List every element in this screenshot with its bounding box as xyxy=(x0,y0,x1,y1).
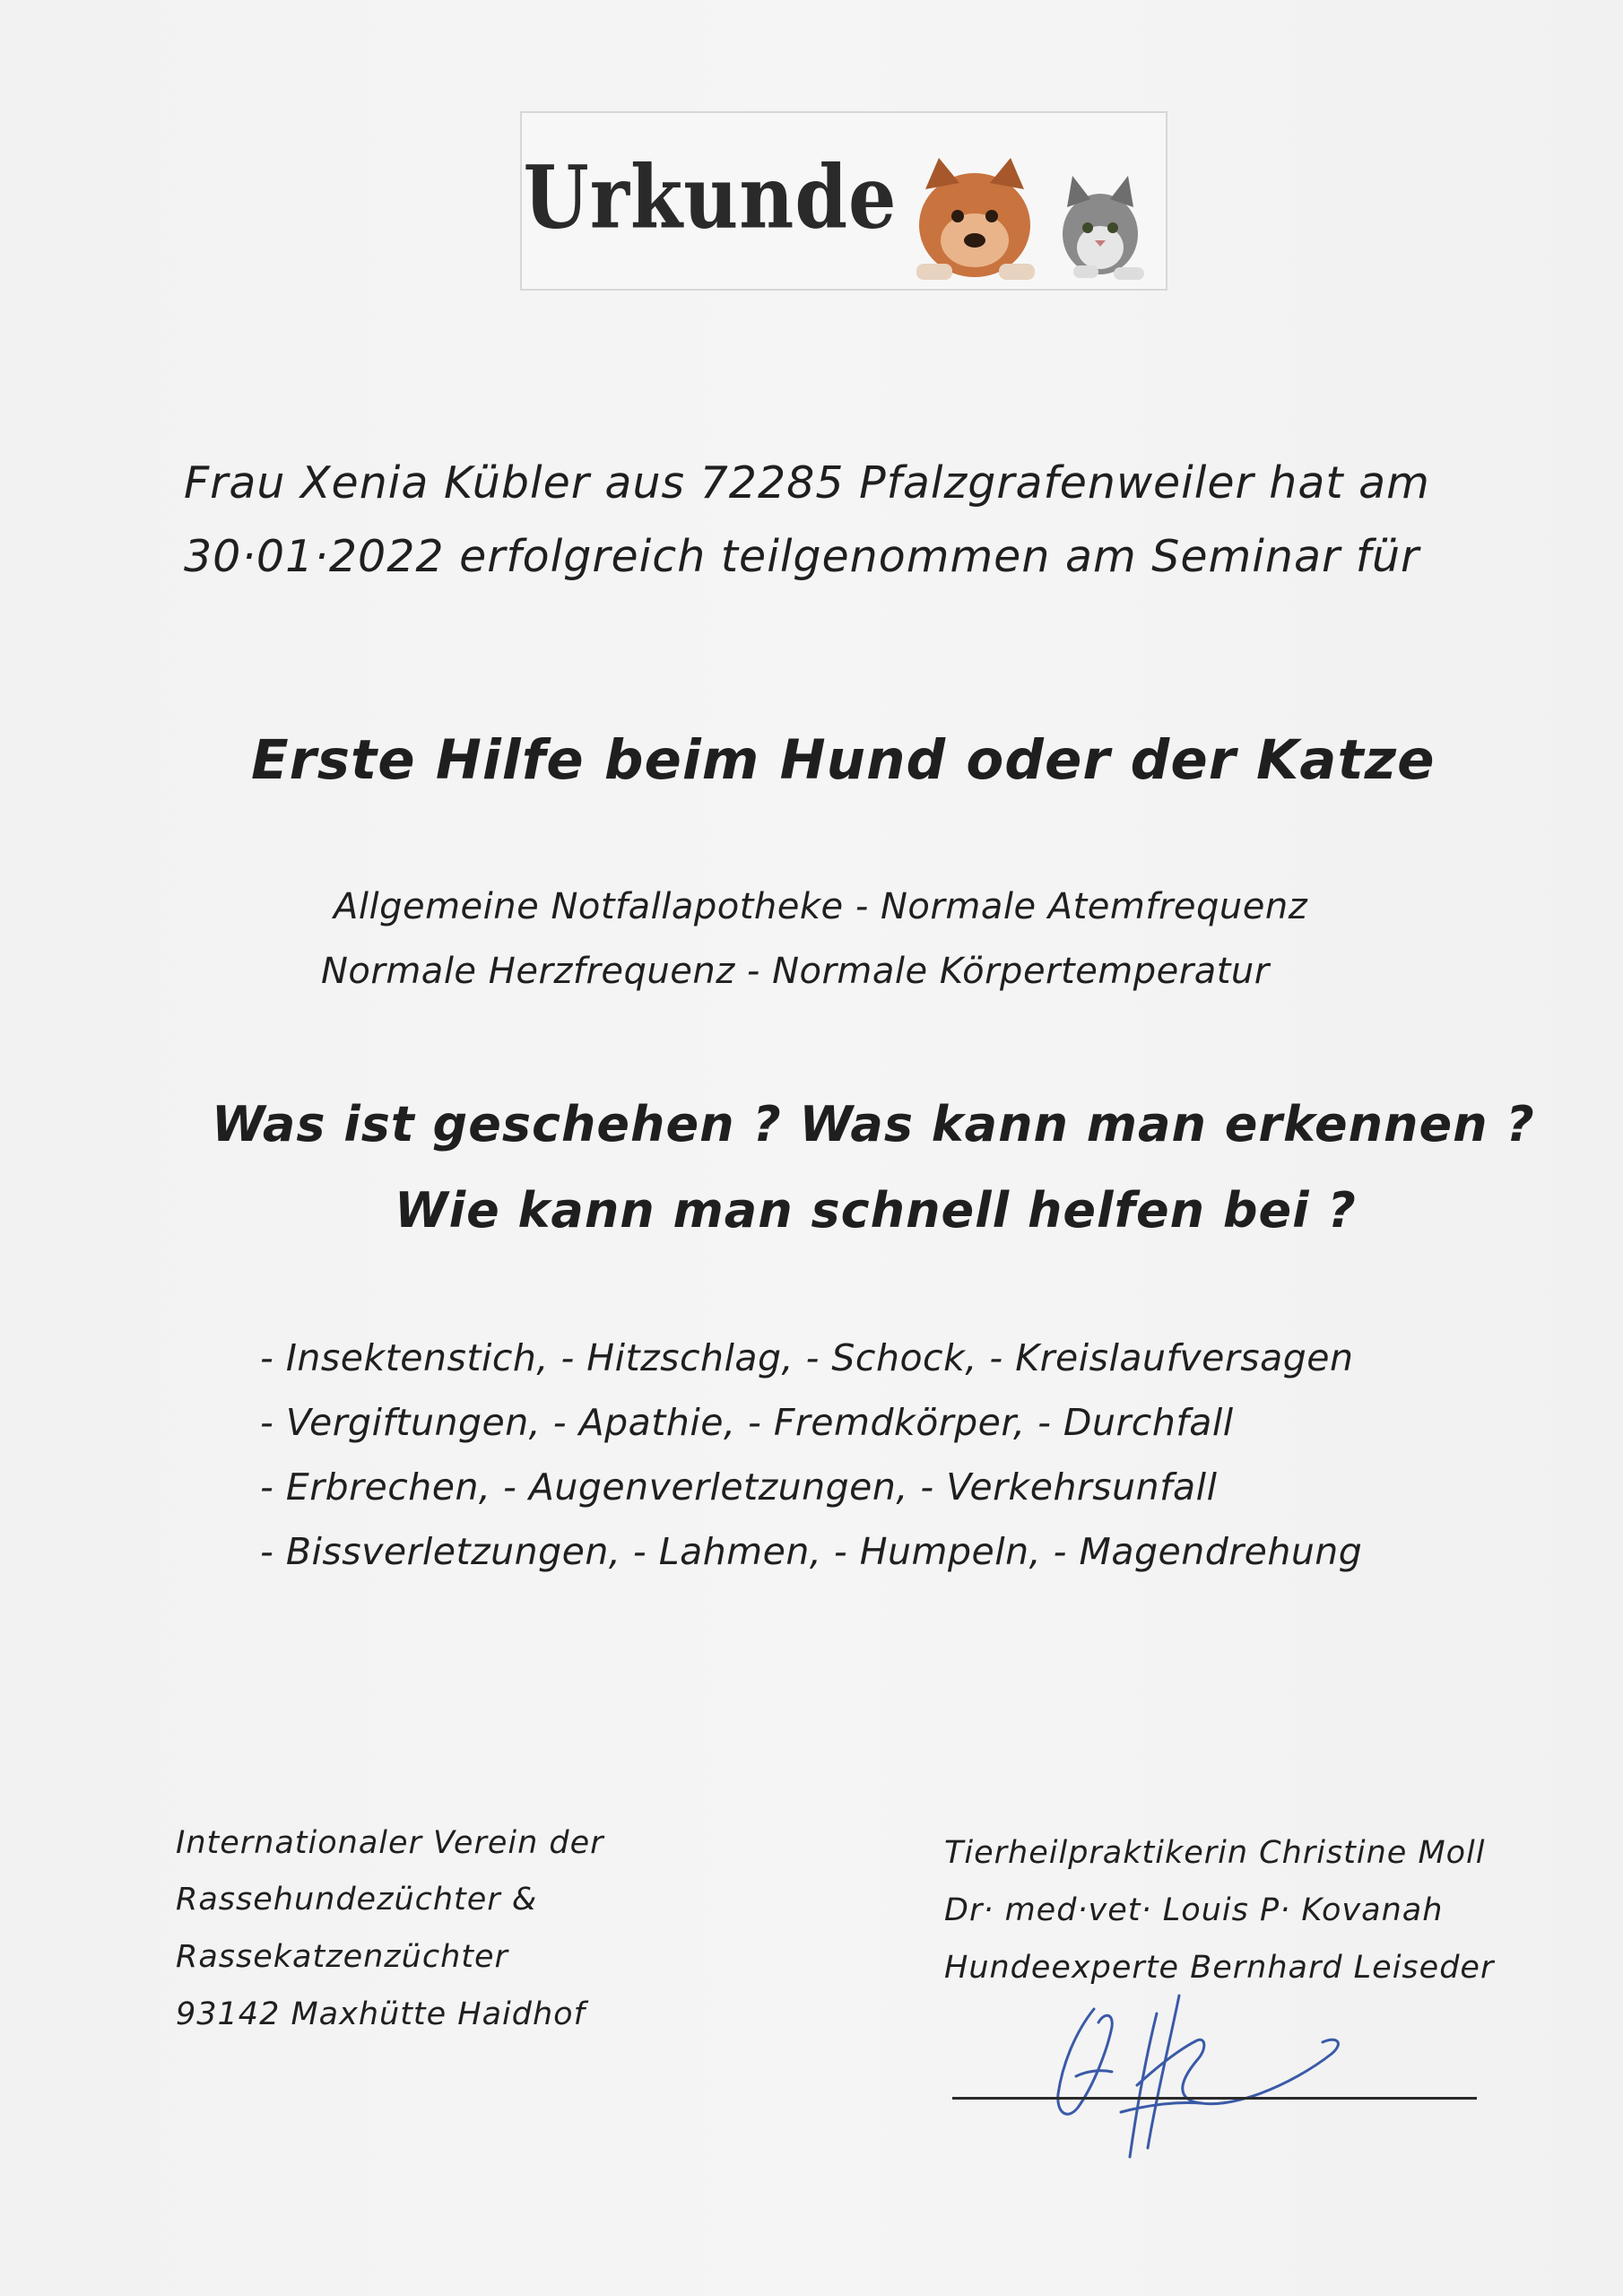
handwritten-signature xyxy=(1022,1987,1363,2166)
list-item: - Bissverletzungen, - Lahmen, - Humpeln, - Magendrehung xyxy=(260,1530,1363,1573)
dog-and-cat-illustration xyxy=(898,140,1159,283)
topic-line-2: Normale Herzfrequenz - Normale Körpertemperatur xyxy=(321,951,1270,992)
list-item: - Insektenstich, - Hitzschlag, - Schock, - Kreislaufversagen xyxy=(260,1336,1354,1379)
organization-line-2: Rassehundezüchter & xyxy=(176,1882,538,1918)
list-item: - Vergiftungen, - Apathie, - Fremdkörper, - Durchfall xyxy=(260,1401,1234,1444)
intro-line-1: Frau Xenia Kübler aus 72285 Pfalzgrafenweiler hat am xyxy=(184,457,1430,509)
organization-line-1: Internationaler Verein der xyxy=(176,1825,604,1861)
signatory-3: Hundeexperte Bernhard Leiseder xyxy=(944,1950,1495,1986)
topic-line-1: Allgemeine Notfallapotheke - Normale Atemfrequenz xyxy=(334,886,1308,927)
intro-line-2: 30·01·2022 erfolgreich teilgenommen am Seminar für xyxy=(184,531,1420,582)
signature-line xyxy=(952,2097,1477,2100)
question-line-2: Wie kann man schnell helfen bei ? xyxy=(395,1182,1357,1239)
organization-line-4: 93142 Maxhütte Haidhof xyxy=(176,1996,586,2032)
list-item: - Erbrechen, - Augenverletzungen, - Verkehrsunfall xyxy=(260,1465,1218,1509)
signatory-2: Dr· med·vet· Louis P· Kovanah xyxy=(944,1892,1444,1928)
question-line-1: Was ist geschehen ? Was kann man erkennen ? xyxy=(212,1096,1535,1152)
certificate-title: Urkunde xyxy=(523,145,898,248)
signatory-1: Tierheilpraktikerin Christine Moll xyxy=(944,1835,1486,1871)
course-title: Erste Hilfe beim Hund oder der Katze xyxy=(251,728,1436,792)
header-banner xyxy=(520,111,1167,291)
organization-line-3: Rassekatzenzüchter xyxy=(176,1939,508,1975)
